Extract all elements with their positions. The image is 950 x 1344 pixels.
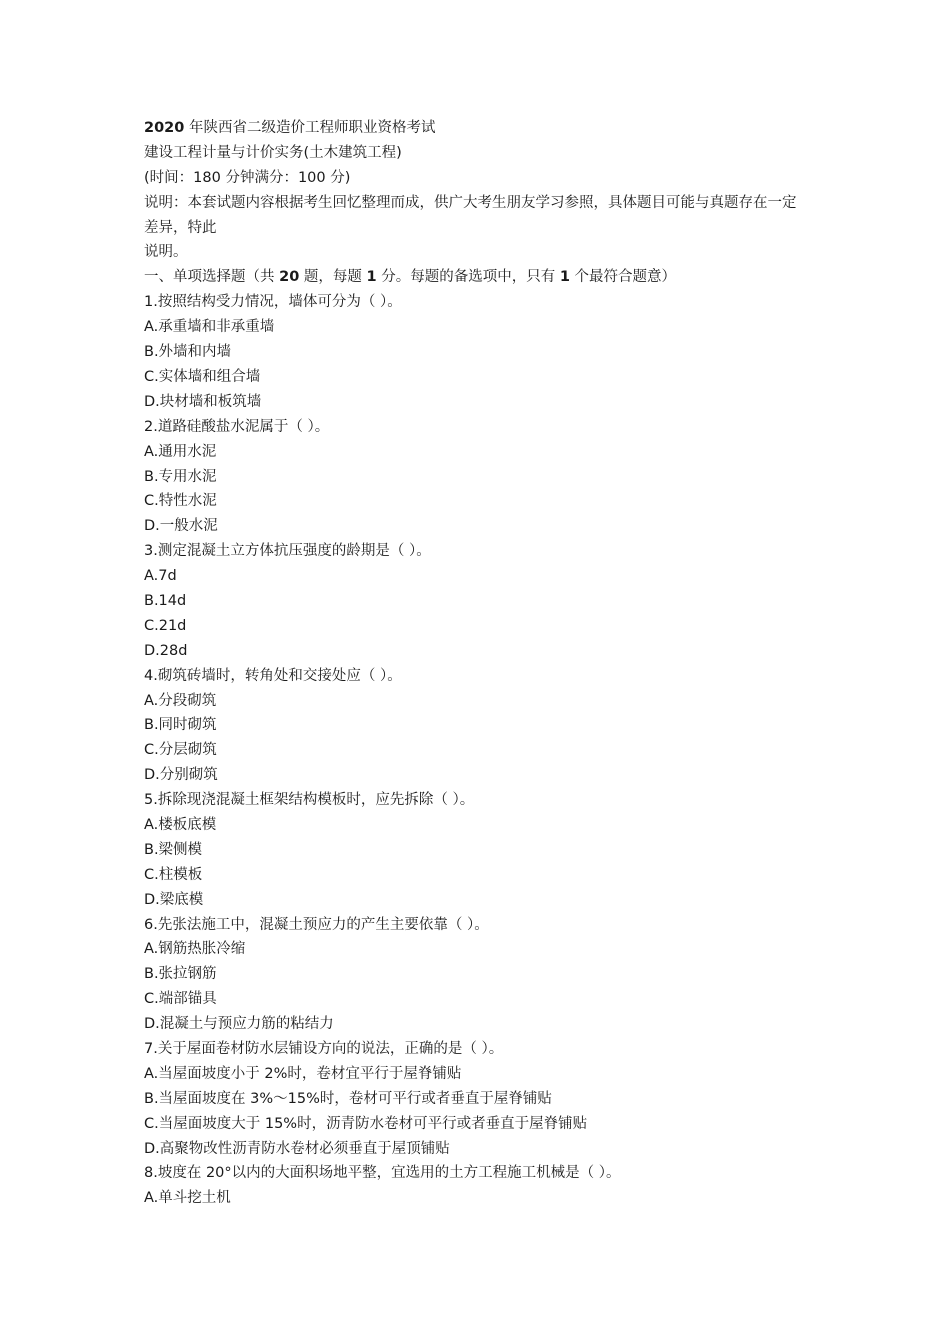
question-option: B.14d	[144, 592, 187, 609]
question-1	[144, 290, 810, 414]
question-option: D.分别砌筑	[144, 767, 218, 784]
question-option: B.同时砌筑	[144, 717, 217, 734]
exam-time-info: (时间：180 分钟满分：100 分)	[144, 169, 351, 186]
document-content	[144, 116, 810, 1211]
question-option: D.块材墙和板筑墙	[144, 393, 262, 410]
question-option: A.单斗挖土机	[144, 1190, 231, 1207]
question-option: C.特性水泥	[144, 493, 217, 510]
question-stem: 1.按照结构受力情况，墙体可分为（ ）。	[144, 294, 402, 311]
section-question-count: 20	[279, 269, 300, 286]
question-option: C.柱模板	[144, 866, 203, 883]
question-8	[144, 1161, 810, 1211]
section-heading-suffix: 个最符合题意）	[569, 269, 677, 286]
question-stem: 8.坡度在 20°以内的大面积场地平整，宜选用的土方工程施工机械是（ ）。	[144, 1165, 621, 1182]
question-option: B.外墙和内墙	[144, 344, 232, 361]
section-heading-mid1: 题，每题	[299, 269, 367, 286]
question-option: C.分层砌筑	[144, 742, 217, 759]
question-option: C.端部锚具	[144, 991, 217, 1008]
question-4	[144, 664, 810, 788]
question-option: A.7d	[144, 568, 177, 585]
question-6	[144, 913, 810, 1037]
exam-note: 说明：本套试题内容根据考生回忆整理而成，供广大考生朋友学习参照，具体题目可能与真题存在一定差异，特此	[144, 194, 797, 236]
question-option: A.承重墙和非承重墙	[144, 319, 275, 336]
question-option: C.实体墙和组合墙	[144, 368, 261, 385]
exam-title-text: 年陕西省二级造价工程师职业资格考试	[184, 120, 436, 136]
question-option: B.张拉钢筋	[144, 966, 217, 983]
question-option: C.21d	[144, 617, 187, 634]
question-option: C.当屋面坡度大于 15%时，沥青防水卷材可平行或者垂直于屋脊铺贴	[144, 1115, 588, 1132]
section-heading-prefix: 一、单项选择题（共	[144, 269, 280, 286]
exam-subtitle: 建设工程计量与计价实务(土木建筑工程)	[144, 144, 402, 161]
question-stem: 3.测定混凝土立方体抗压强度的龄期是（ ）。	[144, 543, 431, 560]
question-option: A.楼板底模	[144, 816, 217, 833]
question-option: A.当屋面坡度小于 2%时，卷材宜平行于屋脊铺贴	[144, 1065, 462, 1082]
section-heading	[144, 265, 810, 290]
question-option: B.当屋面坡度在 3%～15%时，卷材可平行或者垂直于屋脊铺贴	[144, 1090, 552, 1107]
question-option: D.混凝土与预应力筋的粘结力	[144, 1016, 334, 1033]
question-option: A.通用水泥	[144, 443, 217, 460]
question-stem: 7.关于屋面卷材防水层铺设方向的说法，正确的是（ ）。	[144, 1040, 504, 1057]
question-5	[144, 788, 810, 912]
question-option: B.专用水泥	[144, 468, 217, 485]
question-option: D.一般水泥	[144, 518, 218, 535]
exam-title-year: 2020	[144, 120, 185, 136]
question-option: D.高聚物改性沥青防水卷材必须垂直于屋顶铺贴	[144, 1140, 450, 1157]
section-question-score: 1	[366, 269, 377, 286]
exam-title	[144, 116, 810, 141]
question-stem: 5.拆除现浇混凝土框架结构模板时，应先拆除（ ）。	[144, 792, 475, 809]
question-stem: 6.先张法施工中，混凝土预应力的产生主要依靠（ ）。	[144, 916, 489, 933]
question-option: D.28d	[144, 642, 188, 659]
question-7	[144, 1037, 810, 1161]
section-answer-count: 1	[559, 269, 570, 286]
question-stem: 4.砌筑砖墙时，转角处和交接处应（ ）。	[144, 667, 402, 684]
question-option: A.钢筋热胀冷缩	[144, 941, 246, 958]
question-2	[144, 415, 810, 539]
question-option: D.梁底模	[144, 891, 204, 908]
question-option: B.梁侧模	[144, 841, 203, 858]
question-stem: 2.道路硅酸盐水泥属于（ ）。	[144, 418, 330, 435]
question-3	[144, 539, 810, 663]
exam-note-end: 说明。	[144, 244, 188, 261]
question-option: A.分段砌筑	[144, 692, 217, 709]
section-heading-mid2: 分。每题的备选项中，只有	[376, 269, 560, 286]
